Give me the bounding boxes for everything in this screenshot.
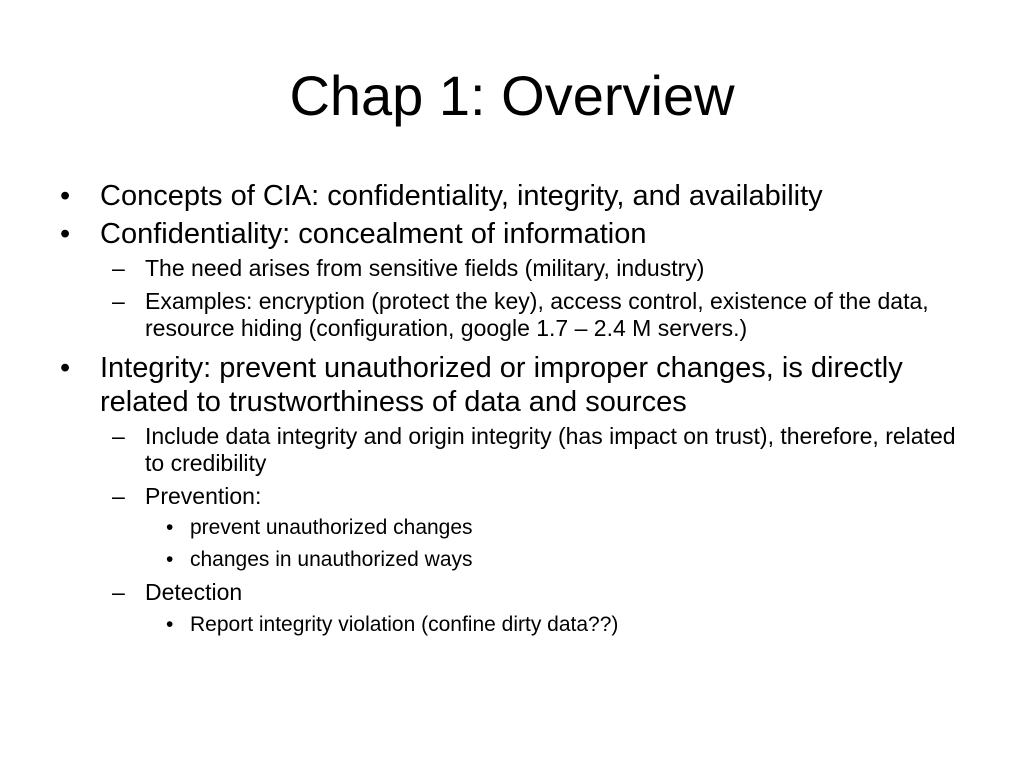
dash-marker: – (112, 255, 125, 281)
list-item (0, 179, 1024, 213)
bullet-marker: • (60, 351, 71, 384)
sub-sub-bullet-text: prevent unauthorized changes (190, 516, 473, 539)
bullet-text: Concepts of CIA: confidentiality, integrity, and availability (100, 180, 823, 212)
list-item (0, 351, 1024, 419)
sub-bullet-text: Examples: encryption (protect the key), access control, existence of the data, resource hiding (configuration, google 1.7 – 2.4 M servers.) (145, 287, 929, 341)
sub-sub-bullet-text: changes in unauthorized ways (190, 548, 473, 571)
list-item (0, 255, 1024, 283)
list-item (0, 217, 1024, 251)
dash-marker: – (112, 482, 125, 509)
sub-bullet-text: Prevention: (145, 482, 262, 509)
sub-bullet-text: Include data integrity and origin integrity (has impact on trust), therefore, related to credibility (145, 422, 956, 476)
bullet-marker: • (60, 180, 71, 212)
list-item (0, 579, 1024, 607)
bullet-text: Confidentiality: concealment of information (100, 218, 647, 250)
list-item (0, 547, 1024, 573)
list-item (0, 515, 1024, 541)
list-item (0, 612, 1024, 638)
list-item (0, 483, 1024, 511)
bullet-text: Integrity: prevent unauthorized or improper changes, is directly related to trustworthiness of data and sources (100, 351, 903, 418)
bullet-list (0, 179, 1024, 644)
small-bullet-marker: • (166, 612, 174, 636)
sub-bullet-text: Detection (145, 579, 243, 605)
dash-marker: – (112, 287, 125, 314)
sub-sub-bullet-text: Report integrity violation (confine dirty data??) (190, 612, 619, 636)
list-item (0, 423, 1024, 478)
small-bullet-marker: • (166, 516, 174, 539)
list-item (0, 288, 1024, 343)
slide-title: Chap 1: Overview (289, 64, 735, 127)
dash-marker: – (112, 422, 125, 449)
sub-bullet-text: The need arises from sensitive fields (military, industry) (145, 255, 705, 281)
bullet-marker: • (60, 218, 71, 250)
dash-marker: – (112, 579, 125, 605)
small-bullet-marker: • (166, 548, 174, 571)
